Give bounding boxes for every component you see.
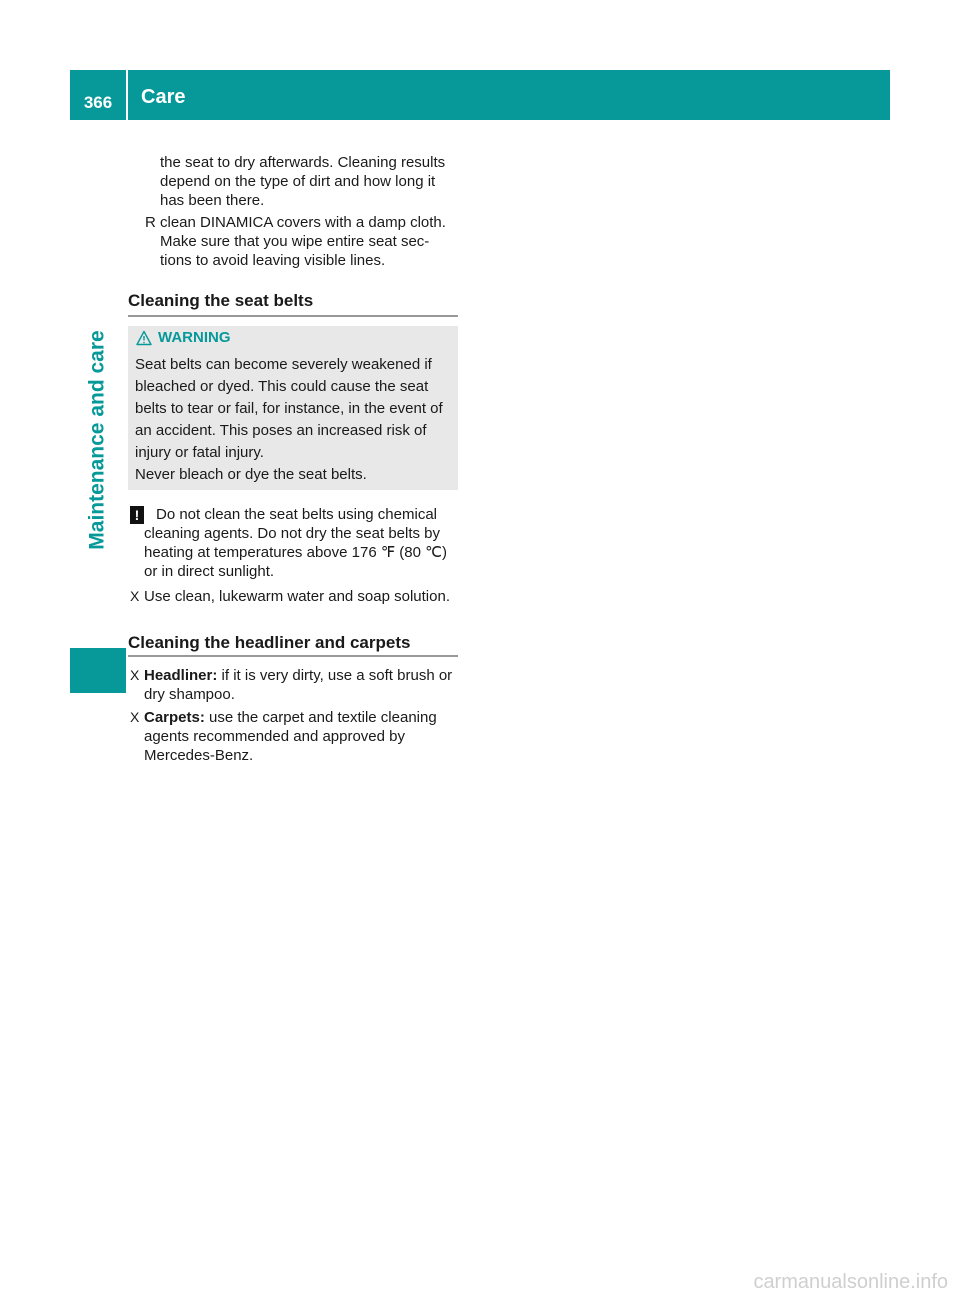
side-tab	[70, 230, 126, 650]
text-line: Seat belts can become severely weakened if	[135, 356, 432, 373]
header-divider	[126, 70, 128, 120]
warning-instruction: Never bleach or dye the seat belts.	[135, 466, 367, 483]
step-arrow-icon: X	[130, 667, 140, 683]
text-line: tions to avoid leaving visible lines.	[160, 252, 386, 269]
text-line: belts to tear or fail, for instance, in the event of	[135, 400, 443, 417]
text-line: depend on the type of dirt and how long it	[160, 173, 436, 190]
text-line: has been there.	[160, 192, 265, 209]
side-tab-label: Maintenance and care	[86, 330, 110, 550]
text-line	[144, 666, 462, 685]
side-tab-block	[70, 648, 126, 693]
notice-first-line: Do not clean the seat belts using chemical	[156, 506, 437, 523]
text-line: injury or fatal injury.	[135, 444, 264, 461]
bullet-marker: R	[145, 214, 156, 231]
step-text: use the carpet and textile cleaning	[209, 709, 437, 726]
heading-rule	[128, 315, 458, 317]
text-line: clean DINAMICA covers with a damp cloth.	[160, 214, 446, 231]
carpets-step	[144, 708, 462, 765]
step-arrow-icon: X	[130, 709, 140, 725]
warning-triangle-icon	[136, 330, 152, 346]
headliner-heading: Cleaning the headliner and carpets	[128, 633, 411, 652]
text-line: Mercedes-Benz.	[144, 747, 254, 764]
text-line: the seat to dry afterwards. Cleaning results	[160, 154, 446, 171]
text-line: or in direct sunlight.	[144, 563, 275, 580]
headliner-step	[144, 666, 462, 704]
step-arrow-icon: X	[130, 588, 140, 604]
text-line: Make sure that you wipe entire seat sec-	[160, 233, 430, 250]
text-line: dry shampoo.	[144, 686, 235, 703]
text-line	[144, 708, 462, 727]
page-number: 366	[83, 93, 113, 112]
text-line: heating at temperatures above 176 ℉ (80 ℃)	[144, 544, 447, 561]
step-label: Headliner:	[144, 667, 218, 684]
seat-belts-step: Use clean, lukewarm water and soap solution.	[144, 588, 450, 605]
text-line: an accident. This poses an increased risk of	[135, 422, 427, 439]
notice-icon: !	[130, 506, 144, 524]
text-line: bleached or dyed. This could cause the seat	[135, 378, 429, 395]
text-line: agents recommended and approved by	[144, 728, 406, 745]
continuation-paragraph	[160, 153, 445, 210]
seat-belts-heading: Cleaning the seat belts	[128, 291, 314, 310]
step-text: if it is very dirty, use a soft brush or	[221, 667, 453, 684]
step-label: Carpets:	[144, 709, 205, 726]
header-bar	[70, 70, 890, 120]
warning-label: WARNING	[158, 329, 231, 346]
watermark: carmanualsonline.info	[753, 1271, 948, 1293]
text-line: cleaning agents. Do not dry the seat belts by	[144, 525, 441, 542]
warning-text	[135, 354, 455, 464]
notice-paragraph	[144, 524, 447, 581]
heading-rule	[128, 655, 458, 657]
bullet-paragraph	[160, 213, 446, 270]
section-title: Care	[141, 86, 186, 108]
